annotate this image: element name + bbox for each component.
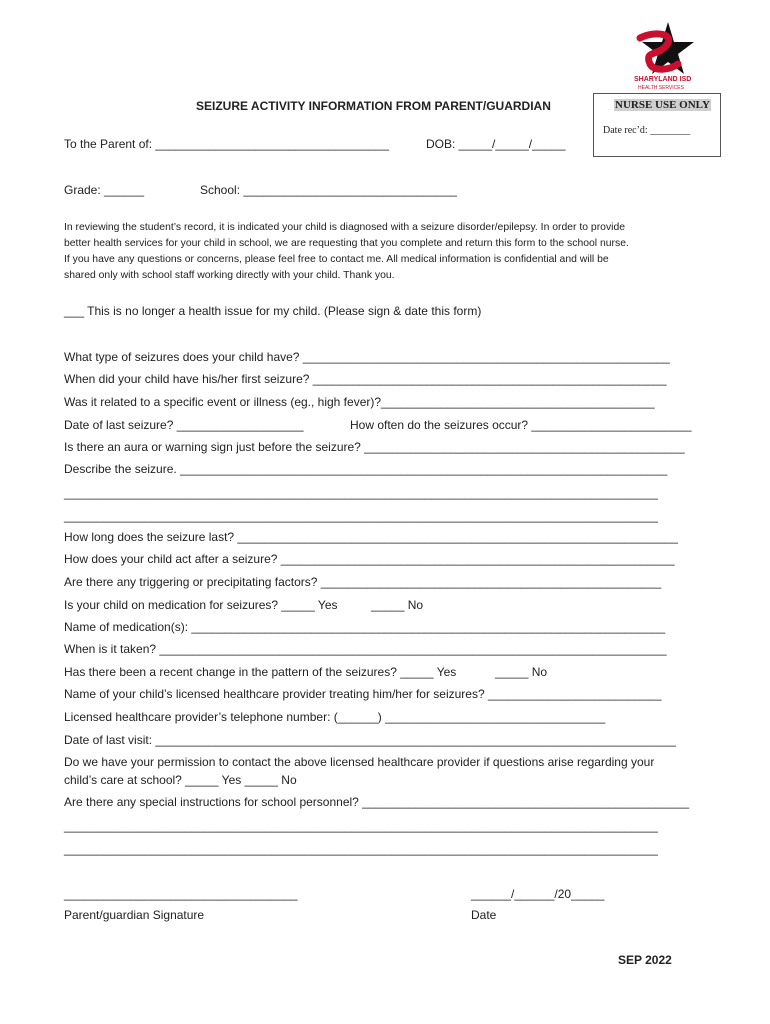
medication-no-field[interactable]: _____ No <box>371 598 424 612</box>
medication-name-field[interactable]: Name of medication(s): _______________________________________________________________________ <box>64 620 666 634</box>
school-field[interactable]: School: ________________________________ <box>200 183 457 197</box>
signature-line[interactable]: ___________________________________ <box>64 887 298 901</box>
special-instructions-line[interactable]: _________________________________________________________________________________________ <box>64 819 658 833</box>
pattern-change-no-field[interactable]: _____ No <box>495 665 548 679</box>
seizure-duration-field[interactable]: How long does the seizure last? __________________________________________________________________ <box>64 530 678 544</box>
form-title: SEIZURE ACTIVITY INFORMATION FROM PARENT/GUARDIAN <box>196 99 551 113</box>
last-seizure-date-field[interactable]: Date of last seizure? ___________________ <box>64 418 304 432</box>
intro-line: shared only with school staff working directly with your child. Thank you. <box>64 270 395 281</box>
describe-seizure-line[interactable]: _________________________________________________________________________________________ <box>64 486 658 500</box>
intro-paragraph <box>64 220 704 284</box>
permission-question: Do we have your permission to contact the above licensed healthcare provider if questions arise regarding your <box>64 755 655 769</box>
permission-yes-no-field[interactable]: child’s care at school? _____ Yes _____ No <box>64 773 297 787</box>
aura-warning-field[interactable]: Is there an aura or warning sign just before the seizure? ________________________________________________ <box>64 440 685 454</box>
medication-yes-field[interactable]: Is your child on medication for seizures? _____ Yes <box>64 598 338 612</box>
intro-line: If you have any questions or concerns, please feel free to contact me. All medical information is confidential and will be <box>64 254 609 265</box>
seizure-frequency-field[interactable]: How often do the seizures occur? ________________________ <box>350 418 692 432</box>
logo-text-district: SHARYLAND ISD <box>634 76 692 83</box>
triggering-factors-field[interactable]: Are there any triggering or precipitating factors? ___________________________________________________ <box>64 575 662 589</box>
parent-of-field[interactable]: To the Parent of: ___________________________________ <box>64 137 389 151</box>
provider-phone-field[interactable]: Licensed healthcare provider’s telephone number: (______) _________________________________ <box>64 710 606 724</box>
last-visit-field[interactable]: Date of last visit: ______________________________________________________________________________ <box>64 733 676 747</box>
first-seizure-field[interactable]: When did your child have his/her first seizure? _____________________________________________________ <box>64 372 667 386</box>
revision-date: SEP 2022 <box>618 953 672 967</box>
describe-seizure-field[interactable]: Describe the seizure. _________________________________________________________________________ <box>64 462 668 476</box>
after-seizure-field[interactable]: How does your child act after a seizure? ___________________________________________________________ <box>64 552 675 566</box>
logo-text-department: HEALTH SERVICES <box>638 85 684 91</box>
describe-seizure-line[interactable]: _________________________________________________________________________________________ <box>64 509 658 523</box>
signature-label: Parent/guardian Signature <box>64 908 205 922</box>
medication-time-field[interactable]: When is it taken? ____________________________________________________________________________ <box>64 642 667 656</box>
provider-name-field[interactable]: Name of your child’s licensed healthcare provider treating him/her for seizures? __________________________ <box>64 687 662 701</box>
special-instructions-line[interactable]: _________________________________________________________________________________________ <box>64 842 658 856</box>
seizure-type-field[interactable]: What type of seizures does your child have? _______________________________________________________ <box>64 350 670 364</box>
grade-field[interactable]: Grade: ______ <box>64 183 145 197</box>
signature-date-label: Date <box>471 908 497 922</box>
pattern-change-yes-field[interactable]: Has there been a recent change in the pattern of the seizures? _____ Yes <box>64 665 457 679</box>
intro-line: In reviewing the student’s record, it is indicated your child is diagnosed with a seizure disorder/epilepsy. In order to provide <box>64 222 626 233</box>
nurse-use-box <box>593 93 721 157</box>
related-event-field[interactable]: Was it related to a specific event or illness (eg., high fever)?_________________________________________ <box>64 395 655 409</box>
date-received-field[interactable]: Date rec’d: ________ <box>603 125 691 136</box>
dob-field[interactable]: DOB: _____/_____/_____ <box>426 137 566 151</box>
signature-date-line[interactable]: ______/______/20_____ <box>471 887 605 901</box>
nurse-use-heading: NURSE USE ONLY <box>615 99 710 111</box>
intro-line: better health services for your child in school, we are requesting that you complete and return this form to the school nurse. <box>64 238 629 249</box>
no-longer-issue-checkbox[interactable]: ___ This is no longer a health issue for my child. (Please sign & date this form) <box>64 304 482 318</box>
special-instructions-field[interactable]: Are there any special instructions for school personnel? _________________________________________________ <box>64 795 690 809</box>
